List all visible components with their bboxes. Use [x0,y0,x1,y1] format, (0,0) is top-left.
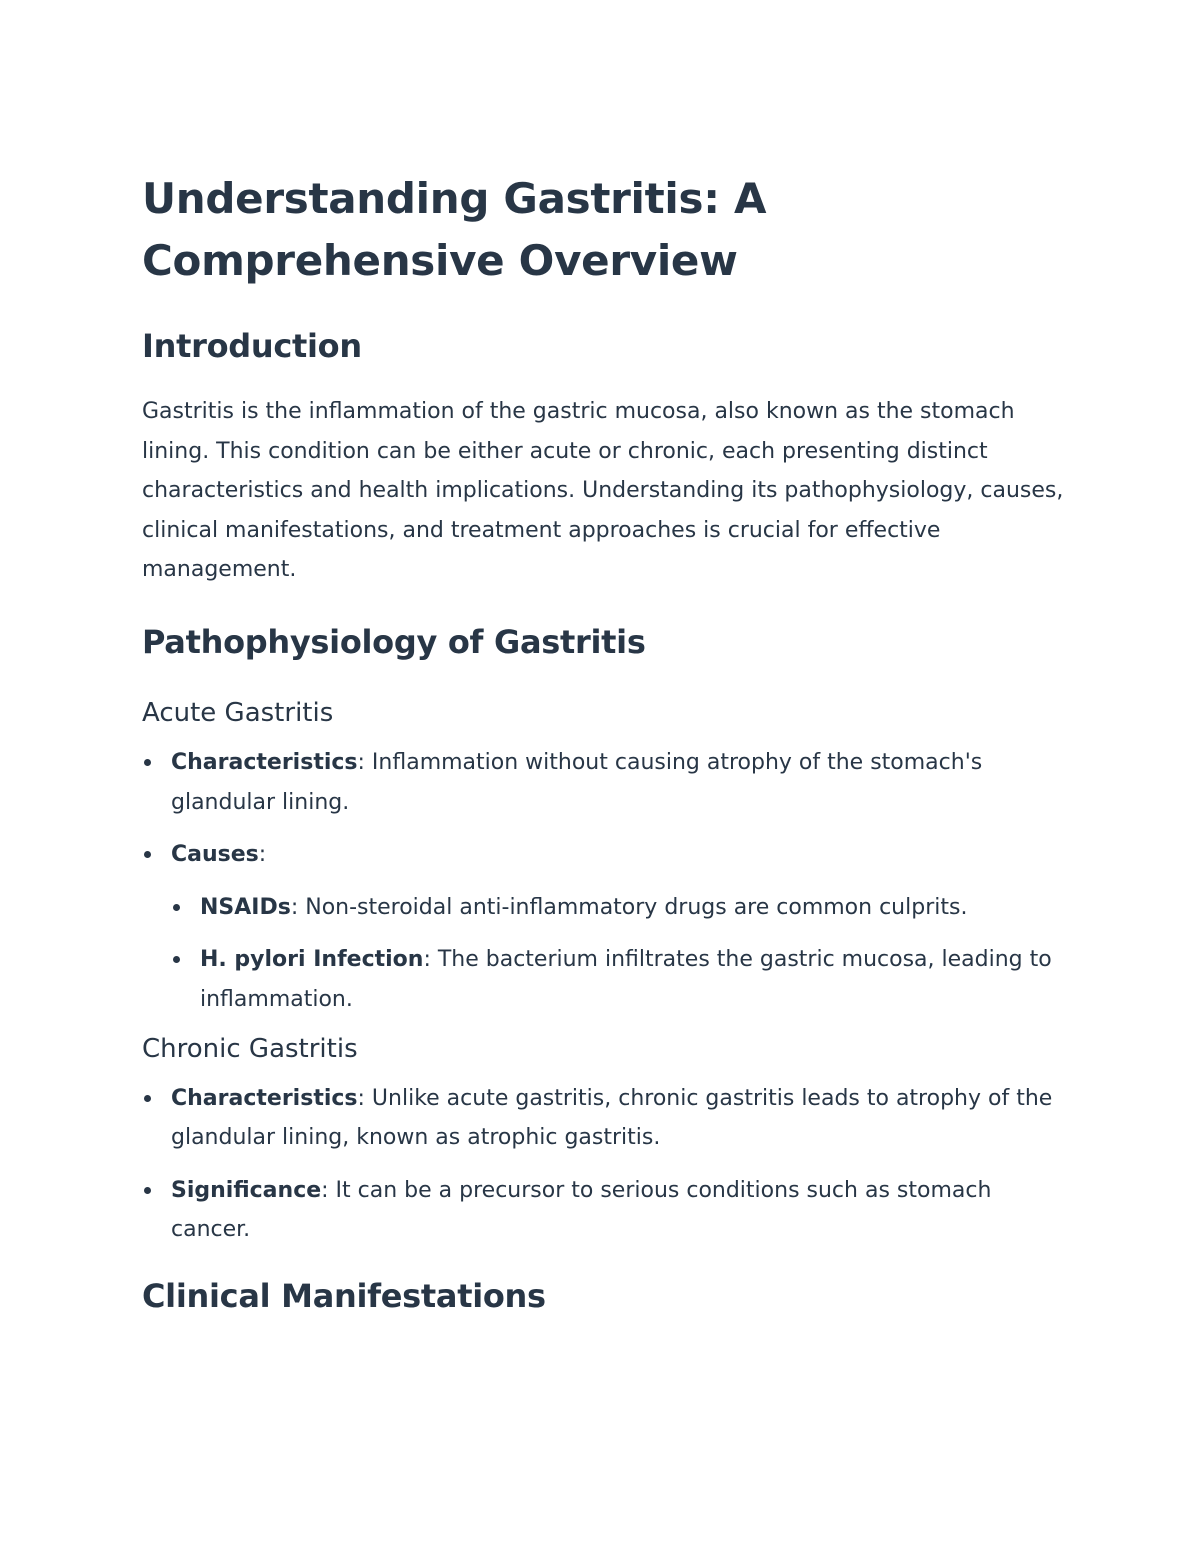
list-item [171,888,1072,928]
list-item-text: : It can be a precursor to serious conditions such as stomach cancer. [171,1177,992,1243]
clinical-manifestations-heading: Clinical Manifestations [142,1276,546,1315]
chronic-gastritis-heading: Chronic Gastritis [142,1033,358,1064]
list-item [171,940,1072,1019]
list-item-term: Characteristics [171,1085,358,1111]
document-page [142,168,1072,1316]
list-item-text: : Inflammation without causing atrophy of the stomach's glandular lining. [171,749,983,815]
list-item-text: : The bacterium infiltrates the gastric mucosa, leading to inflammation. [200,947,1052,1012]
pathophysiology-heading: Pathophysiology of Gastritis [142,622,646,661]
list-item-term: Characteristics [171,749,358,775]
acute-gastritis-list [142,743,1072,1020]
list-item-term: Causes [171,842,259,868]
list-item [142,1171,1072,1250]
introduction-paragraph: Gastritis is the inflammation of the gastric mucosa, also known as the stomach lining. This condition can be either acute or chronic, each presenting distinct characteristics and health implications. Understanding its pathophysiology, causes, clinical manifestations, and treatment approaches is crucial for effective management. [142,399,1064,583]
chronic-gastritis-list [142,1079,1072,1250]
list-item-term: NSAIDs [200,894,291,920]
list-item-text: : Non-steroidal anti-inflammatory drugs are common culprits. [290,894,968,920]
list-item [142,1079,1072,1158]
list-item-text: : [258,842,267,868]
list-item-term: Significance [171,1177,322,1203]
list-item [142,743,1072,822]
list-item [142,835,1072,1019]
list-item-term: H. pylori Infection [200,947,424,973]
document-title: Understanding Gastritis: A Comprehensive Overview [142,174,767,285]
introduction-heading: Introduction [142,327,362,365]
causes-sublist [171,888,1072,1020]
acute-gastritis-heading: Acute Gastritis [142,697,334,728]
list-item-text: : Unlike acute gastritis, chronic gastritis leads to atrophy of the glandular lining, known as atrophic gastritis. [171,1085,1053,1151]
